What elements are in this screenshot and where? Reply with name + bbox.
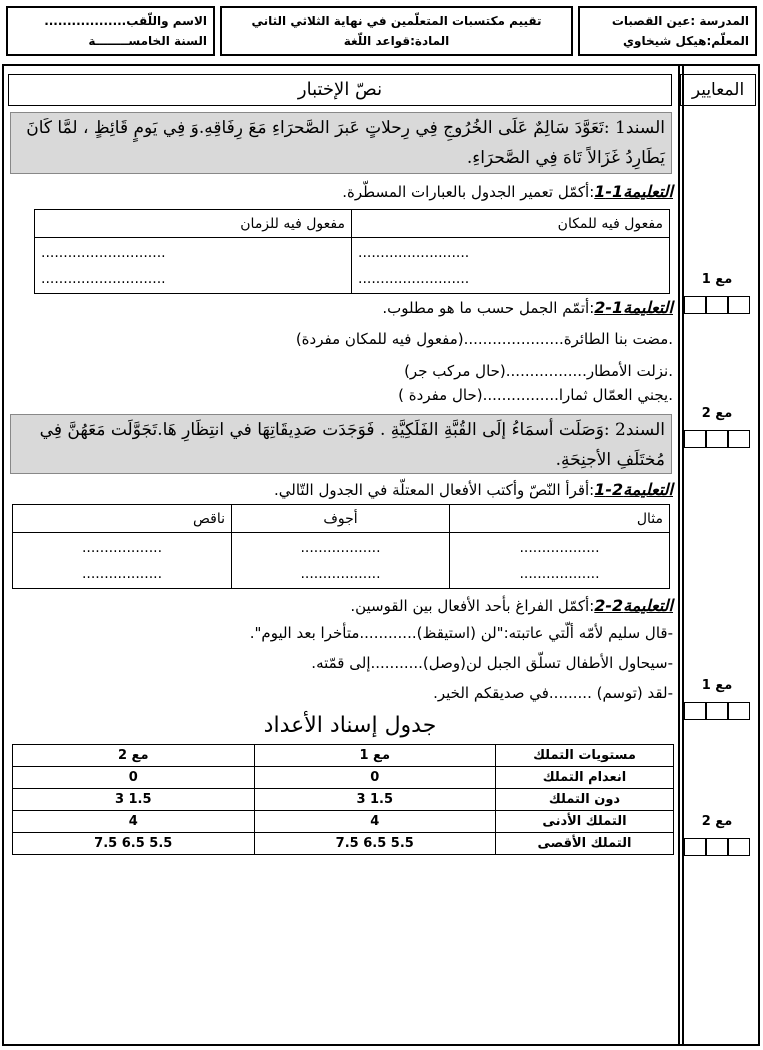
table-2-cell[interactable]: .................. .................. (13, 533, 232, 589)
criterion-score-boxes[interactable] (684, 430, 750, 448)
table-row: التملك الأدنى 4 4 (13, 811, 674, 833)
task-2-2-text: :أكمّل الفراغ بأحد الأفعال بين القوسين. (350, 597, 595, 615)
criterion-score-boxes[interactable] (684, 702, 750, 720)
table-row: انعدام التملك 0 0 (13, 767, 674, 789)
student-info-box (6, 6, 215, 56)
table-1-cell[interactable]: ............................ ............................ (35, 238, 352, 294)
sanad-1: السند1 :تَعَوَّدَ سَالِمٌ عَلَى الخُرُوجِ فِي رِحلاتٍ عَبرَ الصَّحرَاءِ مَعَ رِفَاقِهِ.وَ فِي يَومٍ قَائِظٍ ، لمَّا كَانَ يَطَارِدُ غَزَالاً تَاهَ فِي الصَّحرَاءِ. (10, 112, 672, 174)
column-divider (678, 66, 680, 1044)
fill-line[interactable]: .مضت بنا الطائرة.....................(مفعول فيه للمكان مفردة) (295, 330, 673, 348)
score-header: مستويات التملك (496, 745, 674, 767)
table-2-header-mithal: مثال (450, 505, 670, 533)
fill-line[interactable]: -لقد (توسم) .........في صديقكم الخير. (433, 684, 673, 702)
task-2-1 (274, 480, 673, 499)
task-1-2-text: :أتمّم الجمل حسب ما هو مطلوب. (382, 299, 595, 317)
teacher-label: المعلّم:هيكل شيخاوي (623, 34, 749, 48)
criterion-mark: مع 1 (701, 678, 733, 693)
subject-label: المادة:قواعد اللّغة (343, 34, 450, 48)
score-header: مع 2 (13, 745, 255, 767)
table-2-header-naqis: ناقص (13, 505, 232, 533)
table-1-cell[interactable]: ......................... ......................... (352, 238, 670, 294)
criterion-mark: مع 2 (701, 406, 733, 421)
task-1-1-label: التعليمة1-1 (594, 182, 673, 201)
score-header: مع 1 (254, 745, 496, 767)
table-1-header-time: مفعول فيه للزمان (35, 210, 352, 238)
name-label: الاسم واللّقب.................. (44, 14, 207, 28)
sanad-2: السند2 :وَصَلَت أسمَاءُ إلَى القُبَّةِ الفَلَكِيَّةِ . فَوَجَدَت صَدِيقَاتِهَا في انتِظَارِ هَا.تَجَوَّلَت مَعَهُنَّ فِي مُختَلَفِ الأجنِحَةِ. (10, 414, 672, 474)
exam-title-box (220, 6, 573, 56)
task-1-1-text: :أكمّل تعمير الجدول بالعبارات المسطّرة. (342, 183, 595, 201)
fill-line[interactable]: .يجني العمّال ثمارا................(حال مفردة ) (398, 386, 673, 404)
criterion-score-boxes[interactable] (684, 838, 750, 856)
task-1-2 (382, 298, 673, 317)
task-1-2-label: التعليمة1-2 (594, 298, 673, 317)
task-2-2 (350, 596, 673, 615)
criterion-score-boxes[interactable] (684, 296, 750, 314)
task-2-1-label: التعليمة2-1 (594, 480, 673, 499)
school-info-box (578, 6, 757, 56)
test-title: نصّ الإختبار (8, 74, 672, 106)
fill-line[interactable]: -قال سليم لأمّه ألّتي عاتبته:"لن (استيقظ)............متأخرا بعد اليوم". (249, 624, 673, 642)
grade-label: السنة الخامســــــــة (88, 34, 207, 48)
criteria-header: المعايير (680, 74, 756, 106)
school-label: المدرسة :عين القصبات (611, 14, 749, 28)
table-2-cell[interactable]: .................. .................. (232, 533, 450, 589)
table-2-cell[interactable]: .................. .................. (450, 533, 670, 589)
task-2-2-label: التعليمة2-2 (594, 596, 673, 615)
task-2-1-text: :أقرأ النّصّ وأكتب الأفعال المعتلّة في الجدول التّالي. (274, 481, 595, 499)
fill-line[interactable]: -سيحاول الأطفال تسلّق الجبل لن(وصل)...........إلى قمّته. (311, 654, 673, 672)
column-divider (682, 66, 684, 1044)
table-2-header-ajwaf: أجوف (232, 505, 450, 533)
task-1-1 (342, 182, 673, 201)
table-1 (34, 209, 670, 294)
exam-title: تقييم مكتسبات المتعلّمين في نهاية الثلاثي الثاني (251, 14, 542, 28)
table-1-header-place: مفعول فيه للمكان (352, 210, 670, 238)
score-table-title: جدول إسناد الأعداد (263, 713, 437, 738)
criterion-mark: مع 1 (701, 272, 733, 287)
table-2 (12, 504, 670, 589)
table-row: التملك الأقصى 5.5 6.5 7.5 5.5 6.5 7.5 (13, 833, 674, 855)
criterion-mark: مع 2 (701, 814, 733, 829)
score-table (12, 744, 674, 855)
fill-line[interactable]: .نزلت الأمطار.................(حال مركب جر) (404, 362, 673, 380)
table-row: دون التملك 1.5 3 1.5 3 (13, 789, 674, 811)
